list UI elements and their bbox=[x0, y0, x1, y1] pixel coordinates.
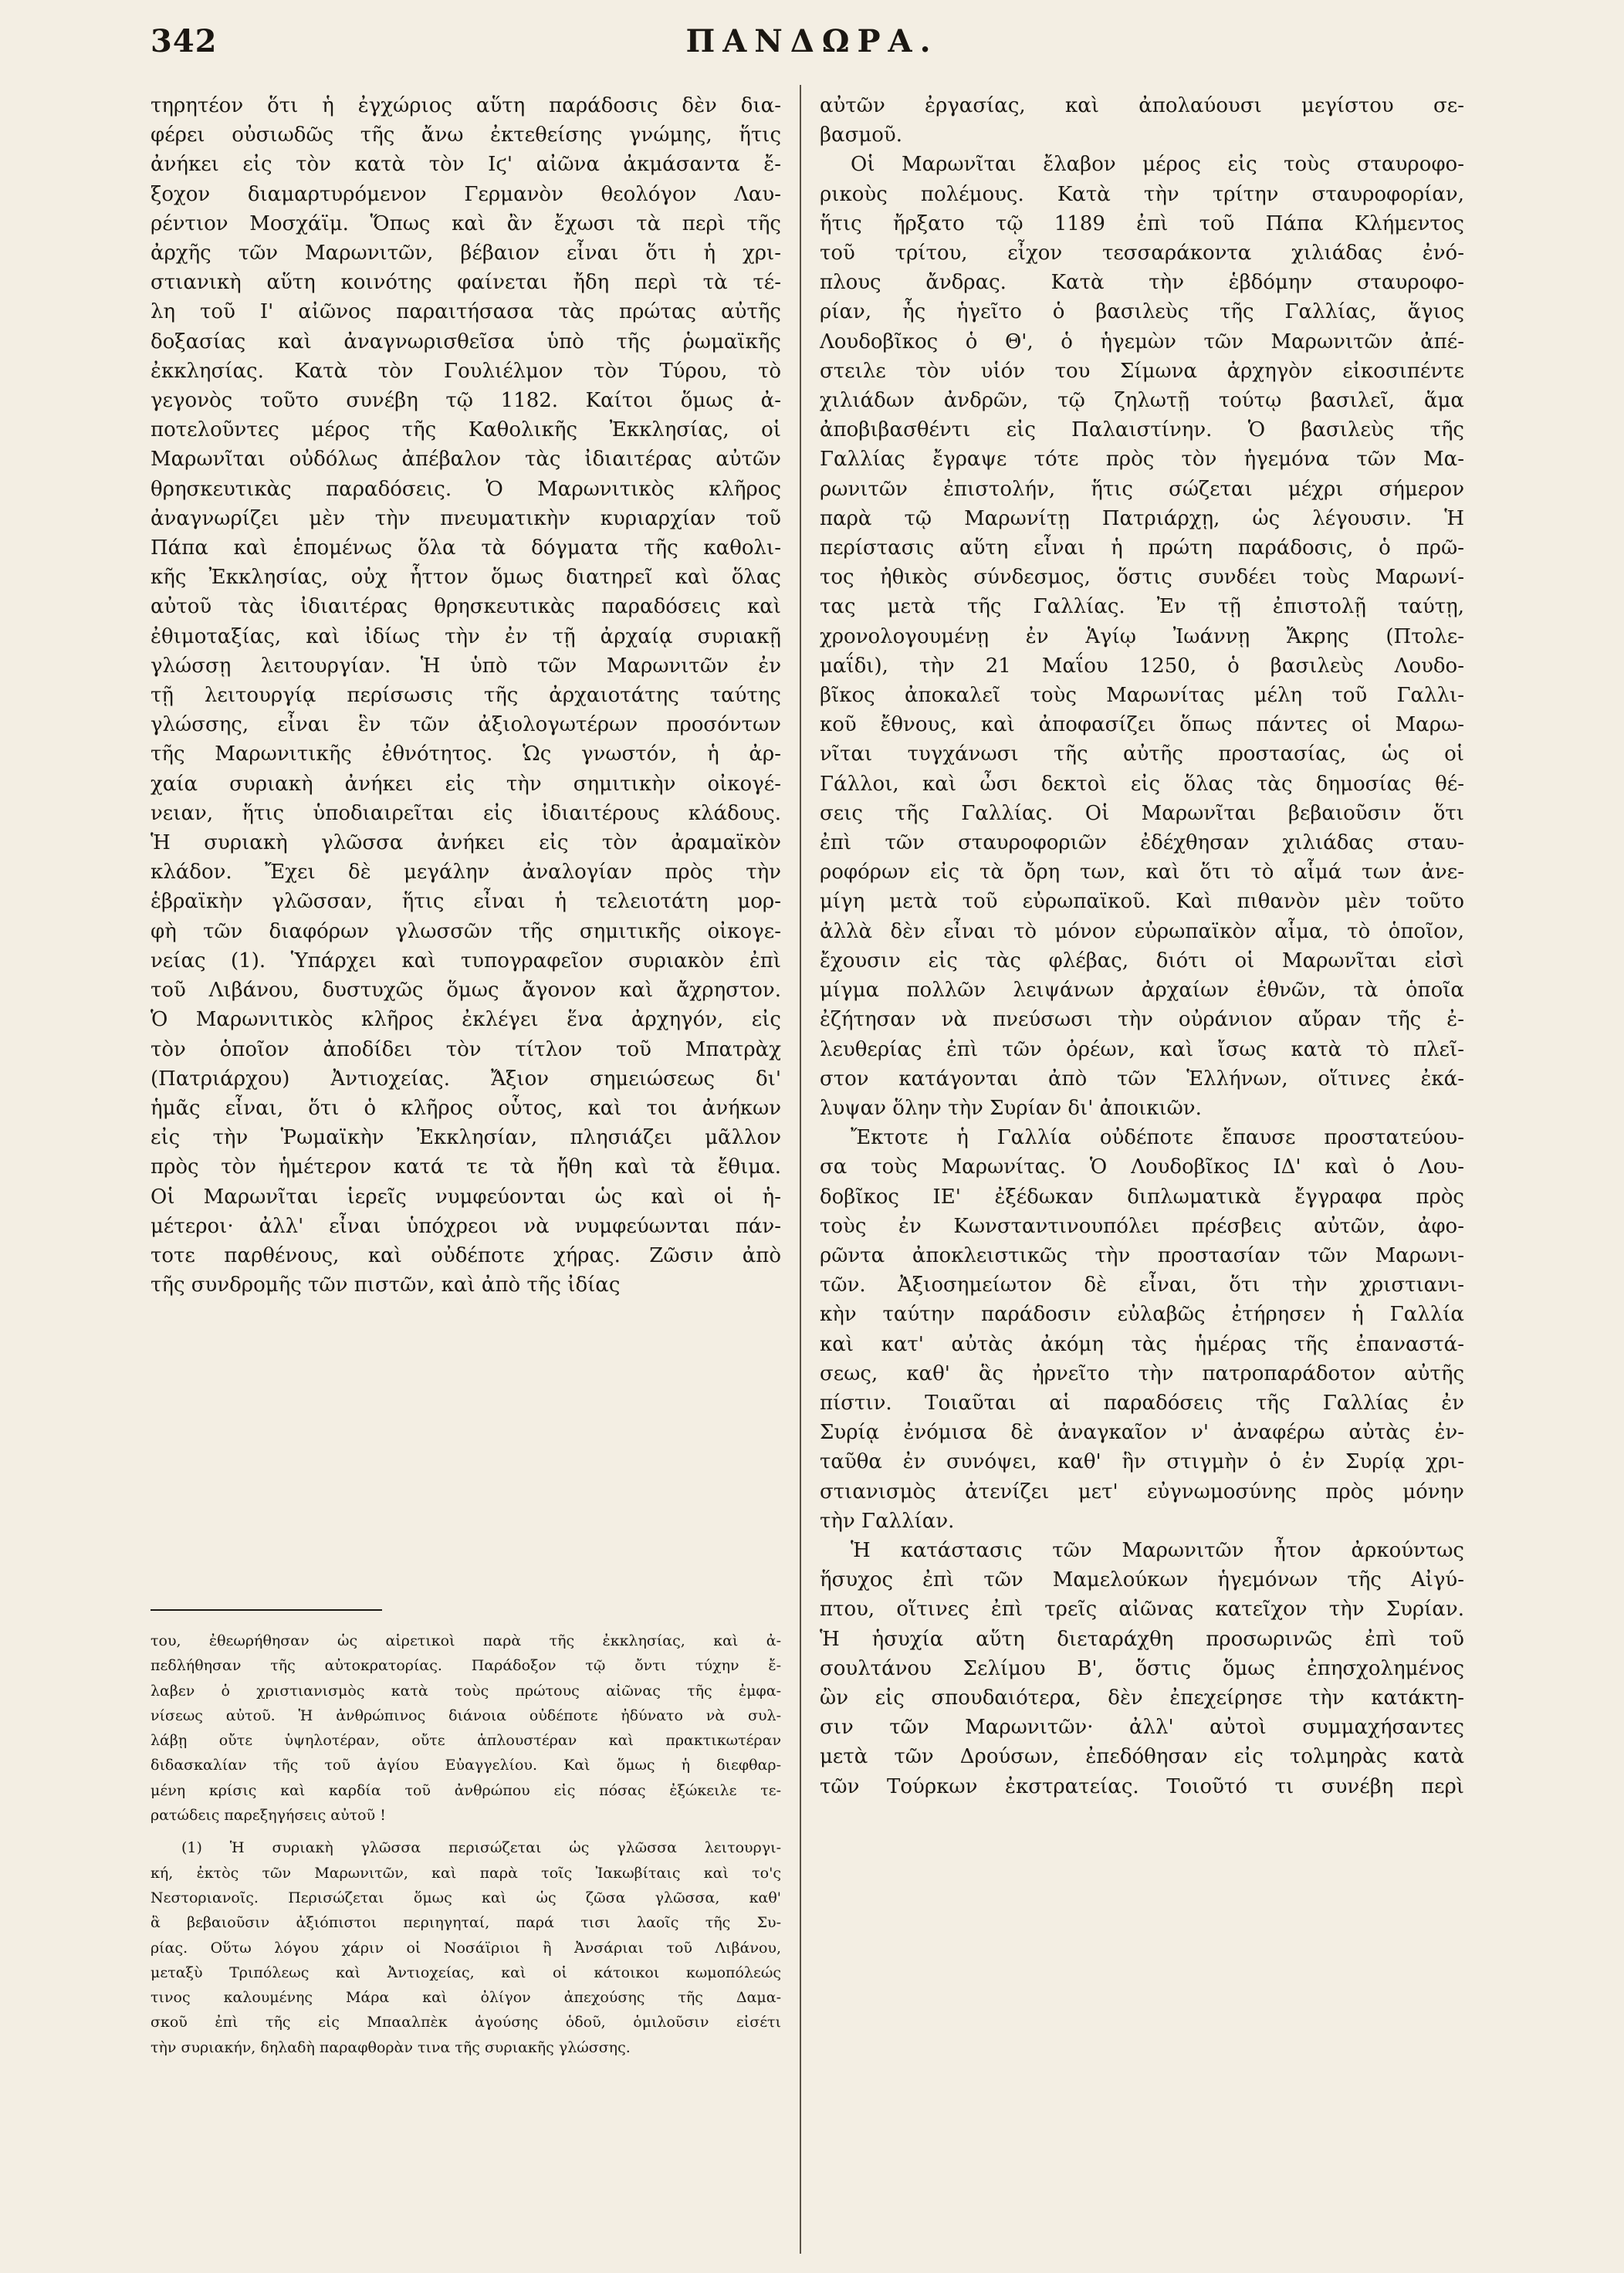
footnote-line: τινος καλουμένης Μάρα καὶ ὀλίγον ἀπεχούσης τῆς Δαμα- bbox=[151, 1989, 781, 2007]
footnote-line: λαβεν ὁ χριστιανισμὸς κατὰ τοὺς πρώτους αἰῶνας τῆς ἐμφα- bbox=[151, 1682, 781, 1700]
footnote-line: (1) Ἡ συριακὴ γλῶσσα περισώζεται ὡς γλῶσσα λειτουργι- bbox=[181, 1839, 781, 1857]
text-line: βῖκος ἀποκαλεῖ τοὺς Μαρωνίτας μέλη τοῦ Γαλλι- bbox=[820, 684, 1464, 708]
text-line: σεις τῆς Γαλλίας. Οἱ Μαρωνῖται βεβαιοῦσιν ὅτι bbox=[820, 801, 1464, 825]
page-number: 342 bbox=[151, 23, 218, 59]
text-line: τας μετὰ τῆς Γαλλίας. Ἐν τῇ ἐπιστολῇ ταύτῃ, bbox=[820, 595, 1464, 619]
text-line: ἀναγνωρίζει μὲν τὴν πνευματικὴν κυριαρχίαν τοῦ bbox=[151, 506, 781, 530]
column-divider bbox=[800, 85, 801, 2254]
text-line: Μαρωνῖται οὐδόλως ἀπέβαλον τὰς ἰδιαιτέρας αὐτῶν bbox=[151, 448, 781, 472]
text-line: ἀρχῆς τῶν Μαρωνιτῶν, βέβαιον εἶναι ὅτι ἡ χρι- bbox=[151, 242, 781, 266]
text-line: τος ἠθικὸς σύνδεσμος, ὅστις συνδέει τοὺς Μαρωνί- bbox=[820, 566, 1464, 590]
text-line: Πάπα καὶ ἑπομένως ὅλα τὰ δόγματα τῆς καθολι- bbox=[151, 536, 781, 560]
text-line: ἐπὶ τῶν σταυροφοριῶν ἐδέχθησαν χιλιάδας σταυ- bbox=[820, 831, 1464, 855]
text-line: ροφόρων εἰς τὰ ὄρη των, καὶ ὅτι τὸ αἷμά των ἀνε- bbox=[820, 861, 1464, 885]
footnotes bbox=[151, 1629, 781, 2068]
text-line: ἐθιμοταξίας, καὶ ἰδίως τὴν ἐν τῇ ἀρχαίᾳ συριακῇ bbox=[151, 624, 781, 648]
footnote-line: διδασκαλίαν τῆς τοῦ ἁγίου Εὐαγγελίου. Καὶ ὅμως ἡ διεφθαρ- bbox=[151, 1757, 781, 1774]
text-line: παρὰ τῷ Μαρωνίτῃ Πατριάρχῃ, ὡς λέγουσιν. Ἡ bbox=[820, 506, 1464, 530]
text-line: τοτε παρθένους, καὶ οὐδέποτε χήρας. Ζῶσιν ἀπὸ bbox=[151, 1243, 781, 1267]
text-line: στον κατάγονται ἀπὸ τῶν Ἑλλήνων, οἵτινες ἐκά- bbox=[820, 1067, 1464, 1091]
text-line: Οἱ Μαρωνῖται ἱερεῖς νυμφεύονται ὡς καὶ οἱ ἡ- bbox=[151, 1185, 781, 1209]
text-line: ρίαν, ἧς ἡγεῖτο ὁ βασιλεὺς τῆς Γαλλίας, ἅγιος bbox=[820, 300, 1464, 324]
text-line: μαΐδι), τὴν 21 Μαΐου 1250, ὁ βασιλεὺς Λουδο- bbox=[820, 654, 1464, 678]
text-line: λυψαν ὅλην τὴν Συρίαν δι' ἀποικιῶν. bbox=[820, 1096, 1202, 1120]
text-line: στιανισμὸς ἀτενίζει μετ' εὐγνωμοσύνης πρὸς μόνην bbox=[820, 1480, 1464, 1503]
text-line: βασμοῦ. bbox=[820, 123, 902, 147]
footnote-block bbox=[151, 1629, 781, 1828]
text-line: Οἱ Μαρωνῖται ἔλαβον μέρος εἰς τοὺς σταυροφο- bbox=[851, 153, 1464, 177]
text-line: χιλιάδων ἀνδρῶν, τῷ ζηλωτῇ τούτῳ βασιλεῖ, ἅμα bbox=[820, 389, 1464, 413]
text-line: τοῦ τρίτου, εἶχον τεσσαράκοντα χιλιάδας ἐνό- bbox=[820, 242, 1464, 266]
text-line: τοὺς ἐν Κωνσταντινουπόλει πρέσβεις αὐτῶν, ἀφο- bbox=[820, 1214, 1464, 1238]
text-line: τῆς συνδρομῆς τῶν πιστῶν, καὶ ἀπὸ τῆς ἰδίας bbox=[151, 1273, 621, 1297]
text-line: μίγη μετὰ τοῦ εὐρωπαϊκοῦ. Καὶ πιθανὸν μὲν τοῦτο bbox=[820, 890, 1464, 914]
text-line: τὸν ὁποῖον ἀποδίδει τὸν τίτλον τοῦ Μπατρὰχ bbox=[151, 1037, 781, 1061]
footnote-line: νίσεως αὐτοῦ. Ἡ ἀνθρώπινος διάνοια οὐδέποτε ἠδύνατο νὰ συλ- bbox=[151, 1706, 781, 1724]
footnote-line: λάβῃ οὔτε ὑψηλοτέραν, οὔτε ἁπλουστέραν καὶ πρακτικωτέραν bbox=[151, 1732, 781, 1750]
text-line: χαία συριακὴ ἀνήκει εἰς τὴν σημιτικὴν οἰκογέ- bbox=[151, 772, 781, 796]
text-line: τῆς Μαρωνιτικῆς ἐθνότητος. Ὡς γνωστόν, ἡ ἀρ- bbox=[151, 742, 781, 766]
text-line: πλους ἄνδρας. Κατὰ τὴν ἑβδόμην σταυροφο- bbox=[820, 271, 1464, 295]
text-line: τοῦ Λιβάνου, δυστυχῶς ὅμως ἄγονον καὶ ἄχρηστον. bbox=[151, 979, 781, 1003]
footnote-line: ρίας. Οὕτω λόγου χάριν οἱ Νοσάϊριοι ἢ Ἀνσάριαι τοῦ Λιβάνου, bbox=[151, 1939, 781, 1957]
text-line: Γαλλίας ἔγραψε τότε πρὸς τὸν ἡγεμόνα τῶν Μα- bbox=[820, 448, 1464, 472]
text-line: σα τοὺς Μαρωνίτας. Ὁ Λουδοβῖκος ΙΔ' καὶ ὁ Λου- bbox=[820, 1155, 1464, 1179]
text-line: Γάλλοι, καὶ ὦσι δεκτοὶ εἰς ὅλας τὰς δημοσίας θέ- bbox=[820, 772, 1464, 796]
footnote-line: μεταξὺ Τριπόλεως καὶ Ἀντιοχείας, καὶ οἱ κάτοικοι κωμοπόλεώς bbox=[151, 1964, 781, 1981]
text-line: μετὰ τῶν Δρούσων, ἐπεδόθησαν εἰς τολμηρὰς κατὰ bbox=[820, 1745, 1464, 1769]
text-line: περίστασις αὕτη εἶναι ἡ πρώτη παράδοσις, ὁ πρῶ- bbox=[820, 536, 1464, 560]
text-line: αὐτῶν ἐργασίας, καὶ ἀπολαύουσι μεγίστου σε- bbox=[820, 94, 1464, 117]
text-line: λευθερίας ἐπὶ τῶν ὀρέων, καὶ ἴσως κατὰ τὸ πλεῖ- bbox=[820, 1037, 1464, 1061]
text-line: ταῦθα ἐν συνόψει, καθ' ἣν στιγμὴν ὁ ἐν Συρίᾳ χρι- bbox=[820, 1450, 1464, 1474]
text-line: γεγονὸς τοῦτο συνέβη τῷ 1182. Καίτοι ὅμως ἀ- bbox=[151, 389, 781, 413]
journal-title: ΠΑΝΔΩΡΑ. bbox=[685, 23, 939, 59]
text-line: ἡμᾶς εἶναι, ὅτι ὁ κλῆρος οὗτος, καὶ τοι ἀνήκων bbox=[151, 1096, 781, 1120]
text-line: γλώσσης, εἶναι ἓν τῶν ἀξιολογωτέρων προσόντων bbox=[151, 713, 781, 737]
text-line: Ὁ Μαρωνιτικὸς κλῆρος ἐκλέγει ἕνα ἀρχηγόν, εἰς bbox=[151, 1008, 781, 1032]
footnote-line: ρατώδεις παρεξηγήσεις αὐτοῦ ! bbox=[151, 1807, 386, 1825]
text-line: ρέντιον Μοσχάϊμ. Ὅπως καὶ ἂν ἔχωσι τὰ περὶ τῆς bbox=[151, 211, 781, 235]
footnote-line: του, ἐθεωρήθησαν ὡς αἱρετικοὶ παρὰ τῆς ἐκκλησίας, καὶ ἀ- bbox=[151, 1632, 781, 1649]
footnote-line: Νεστοριανοῖς. Περισώζεται ὅμως καὶ ὡς ζῶσα γλῶσσα, καθ' bbox=[151, 1889, 781, 1906]
text-line: τὴν Γαλλίαν. bbox=[820, 1509, 955, 1533]
text-line: ἐκκλησίας. Κατὰ τὸν Γουλιέλμον τὸν Τύρου, τὸ bbox=[151, 359, 781, 383]
text-line: κὴν ταύτην παράδοσιν εὐλαβῶς ἐτήρησεν ἡ Γαλλία bbox=[820, 1303, 1464, 1327]
footnote-line: τὴν συριακήν, δηλαδὴ παραφθορὰν τινα τῆς συριακῆς γλώσσης. bbox=[151, 2038, 631, 2056]
text-line: στιανικὴ αὕτη κοινότης φαίνεται ἤδη περὶ τὰ τέ- bbox=[151, 271, 781, 295]
text-line: νῖται τυγχάνωσι τῆς αὐτῆς προστασίας, ὡς οἱ bbox=[820, 742, 1464, 766]
text-line: χρονολογουμένῃ ἐν Ἁγίῳ Ἰωάννῃ Ἄκρης (Πτολε- bbox=[820, 624, 1464, 648]
text-line: νείας (1). Ὑπάρχει καὶ τυπογραφεῖον συριακὸν ἐπὶ bbox=[151, 949, 781, 972]
text-line: ποτελοῦντες μέρος τῆς Καθολικῆς Ἐκκλησίας, οἱ bbox=[151, 418, 781, 442]
text-line: ὢν εἰς σπουδαιότερα, δὲν ἐπεχείρησε τὴν κατάκτη- bbox=[820, 1686, 1464, 1710]
text-line: Λουδοβῖκος ὁ Θ', ὁ ἡγεμὼν τῶν Μαρωνιτῶν ἀπέ- bbox=[820, 330, 1464, 353]
text-line: κῆς Ἐκκλησίας, οὐχ ἧττον ὅμως διατηρεῖ καὶ ὅλας bbox=[151, 566, 781, 590]
text-line: Ἡ συριακὴ γλῶσσα ἀνήκει εἰς τὸν ἀραμαϊκὸν bbox=[151, 831, 781, 855]
text-line: τῇ λειτουργίᾳ περίσωσις τῆς ἀρχαιοτάτης ταύτης bbox=[151, 684, 781, 708]
footnote-block bbox=[151, 1835, 781, 2060]
text-line: πίστιν. Τοιαῦται αἱ παραδόσεις τῆς Γαλλίας ἐν bbox=[820, 1391, 1464, 1415]
text-line: σουλτάνου Σελίμου Β', ὅστις ὅμως ἐπησχολημένος bbox=[820, 1656, 1464, 1680]
text-line: κοῦ ἔθνους, καὶ ἀποφασίζει ὅπως πάντες οἱ Μαρω- bbox=[820, 713, 1464, 737]
text-line: μέτεροι· ἀλλ' εἶναι ὑπόχρεοι νὰ νυμφεύωνται πάν- bbox=[151, 1214, 781, 1238]
text-line: ἀνήκει εἰς τὸν κατὰ τὸν Ιϛ' αἰῶνα ἀκμάσαντα ἔ- bbox=[151, 153, 781, 177]
text-line: γλώσσῃ λειτουργίαν. Ἡ ὑπὸ τῶν Μαρωνιτῶν ἐν bbox=[151, 654, 781, 678]
text-line: θρησκευτικὰς παραδόσεις. Ὁ Μαρωνιτικὸς κλῆρος bbox=[151, 477, 781, 501]
text-line: αὐτοῦ τὰς ἰδιαιτέρας θρησκευτικὰς παραδόσεις καὶ bbox=[151, 595, 781, 619]
text-line: εἰς τὴν Ῥωμαϊκὴν Ἐκκλησίαν, πλησιάζει μᾶλλον bbox=[151, 1126, 781, 1150]
left-column bbox=[151, 91, 781, 1300]
footnote-line: κή, ἐκτὸς τῶν Μαρωνιτῶν, καὶ παρὰ τοῖς Ἰακωβίταις καὶ το'ς bbox=[151, 1864, 781, 1882]
footnote-line: ἃ βεβαιοῦσιν ἀξιόπιστοι περιηγηταί, παρά τισι λαοῖς τῆς Συ- bbox=[151, 1914, 781, 1932]
text-line: ἀλλὰ δὲν εἶναι τὸ μόνον εὐρωπαϊκὸν αἷμα, τὸ ὁποῖον, bbox=[820, 919, 1464, 943]
text-line: σεως, καθ' ἃς ἠρνεῖτο τὴν πατροπαράδοτον αὐτῆς bbox=[820, 1361, 1464, 1385]
text-line: δοξασίας καὶ ἀναγνωρισθεῖσα ὑπὸ τῆς ῥωμαϊκῆς bbox=[151, 330, 781, 353]
footnote-line: μένη κρίσις καὶ καρδία τοῦ ἀνθρώπου εἰς πόσας ἐξώκειλε τε- bbox=[151, 1781, 781, 1799]
text-line: Ἔκτοτε ἡ Γαλλία οὐδέποτε ἔπαυσε προστατεύου- bbox=[851, 1126, 1464, 1150]
text-line: ἐζήτησαν νὰ πνεύσωσι τὴν οὐράνιον αὔραν τῆς ἐ- bbox=[820, 1008, 1464, 1032]
text-line: σιν τῶν Μαρωνιτῶν· ἀλλ' αὐτοὶ συμμαχήσαντες bbox=[820, 1716, 1464, 1740]
text-line: τηρητέον ὅτι ἡ ἐγχώριος αὕτη παράδοσις δὲν δια- bbox=[151, 94, 781, 117]
text-line: λη τοῦ Ι' αἰῶνος παραιτήσασα τὰς πρώτας αὐτῆς bbox=[151, 300, 781, 324]
text-line: ρωνιτῶν ἐπιστολήν, ἥτις σώζεται μέχρι σήμερον bbox=[820, 477, 1464, 501]
text-line: Συρίᾳ ἐνόμισα δὲ ἀναγκαῖον ν' ἀναφέρω αὐτὰς ἐν- bbox=[820, 1421, 1464, 1445]
text-line: ρικοὺς πολέμους. Κατὰ τὴν τρίτην σταυροφορίαν, bbox=[820, 182, 1464, 206]
text-line: δοβῖκος ΙΕ' ἐξέδωκαν διπλωματικὰ ἔγγραφα πρὸς bbox=[820, 1185, 1464, 1209]
footnote-divider bbox=[151, 1609, 382, 1611]
text-line: ἀποβιβασθέντι εἰς Παλαιστίνην. Ὁ βασιλεὺς τῆς bbox=[820, 418, 1464, 442]
text-line: φὴ τῶν διαφόρων γλωσσῶν τῆς σημιτικῆς οἰκογε- bbox=[151, 919, 781, 943]
text-line: ἑβραϊκὴν γλῶσσαν, ἥτις εἶναι ἡ τελειοτάτη μορ- bbox=[151, 890, 781, 914]
text-line: φέρει οὐσιωδῶς τῆς ἄνω ἐκτεθείσης γνώμης, ἥτις bbox=[151, 123, 781, 147]
text-line: (Πατριάρχου) Ἀντιοχείας. Ἄξιον σημειώσεως δι' bbox=[151, 1067, 781, 1091]
running-head bbox=[151, 23, 1473, 69]
text-line: στειλε τὸν υἱόν του Σίμωνα ἀρχηγὸν εἰκοσιπέντε bbox=[820, 359, 1464, 383]
text-line: πτου, οἵτινες ἐπὶ τρεῖς αἰῶνας κατεῖχον τὴν Συρίαν. bbox=[820, 1598, 1464, 1622]
text-line: πρὸς τὸν ἡμέτερον κατά τε τὰ ἤθη καὶ τὰ ἔθιμα. bbox=[151, 1155, 781, 1179]
text-line: ἥτις ἤρξατο τῷ 1189 ἐπὶ τοῦ Πάπα Κλήμεντος bbox=[820, 211, 1464, 235]
text-line: ἥσυχος ἐπὶ τῶν Μαμελούκων ἡγεμόνων τῆς Αἰγύ- bbox=[820, 1568, 1464, 1592]
footnote-line: πεδλήθησαν τῆς αὐτοκρατορίας. Παράδοξον τῷ ὄντι τύχην ἔ- bbox=[151, 1657, 781, 1675]
footnote-line: σκοῦ ἐπὶ τῆς εἰς Μπααλπὲκ ἀγούσης ὁδοῦ, ὁμιλοῦσιν εἰσέτι bbox=[151, 2014, 781, 2031]
text-line: καὶ κατ' αὐτὰς ἀκόμη τὰς ἡμέρας τῆς ἐπαναστά- bbox=[820, 1332, 1464, 1356]
text-line: ρῶντα ἀποκλειστικῶς τὴν προστασίαν τῶν Μαρωνι- bbox=[820, 1243, 1464, 1267]
text-line: Ἡ κατάστασις τῶν Μαρωνιτῶν ἦτον ἀρκούντως bbox=[851, 1538, 1464, 1562]
text-line: τῶν Τούρκων ἐκστρατείας. Τοιοῦτό τι συνέβη περὶ bbox=[820, 1774, 1464, 1798]
text-line: νειαν, ἥτις ὑποδιαιρεῖται εἰς ἰδιαιτέρους κλάδους. bbox=[151, 801, 781, 825]
text-line: ξοχον διαμαρτυρόμενον Γερμανὸν θεολόγον Λαυ- bbox=[151, 182, 781, 206]
right-column bbox=[820, 91, 1464, 1801]
text-line: κλάδον. Ἔχει δὲ μεγάλην ἀναλογίαν πρὸς τὴν bbox=[151, 861, 781, 885]
text-line: μίγμα πολλῶν λειψάνων ἀρχαίων ἐθνῶν, τὰ ὁποῖα bbox=[820, 979, 1464, 1003]
text-line: ἔχουσιν εἰς τὰς φλέβας, διότι οἱ Μαρωνῖται εἰσὶ bbox=[820, 949, 1464, 972]
text-line: τῶν. Ἀξιοσημείωτον δὲ εἶναι, ὅτι τὴν χριστιανι- bbox=[820, 1273, 1464, 1297]
text-line: Ἡ ἡσυχία αὕτη διεταράχθη προσωρινῶς ἐπὶ τοῦ bbox=[820, 1627, 1464, 1651]
